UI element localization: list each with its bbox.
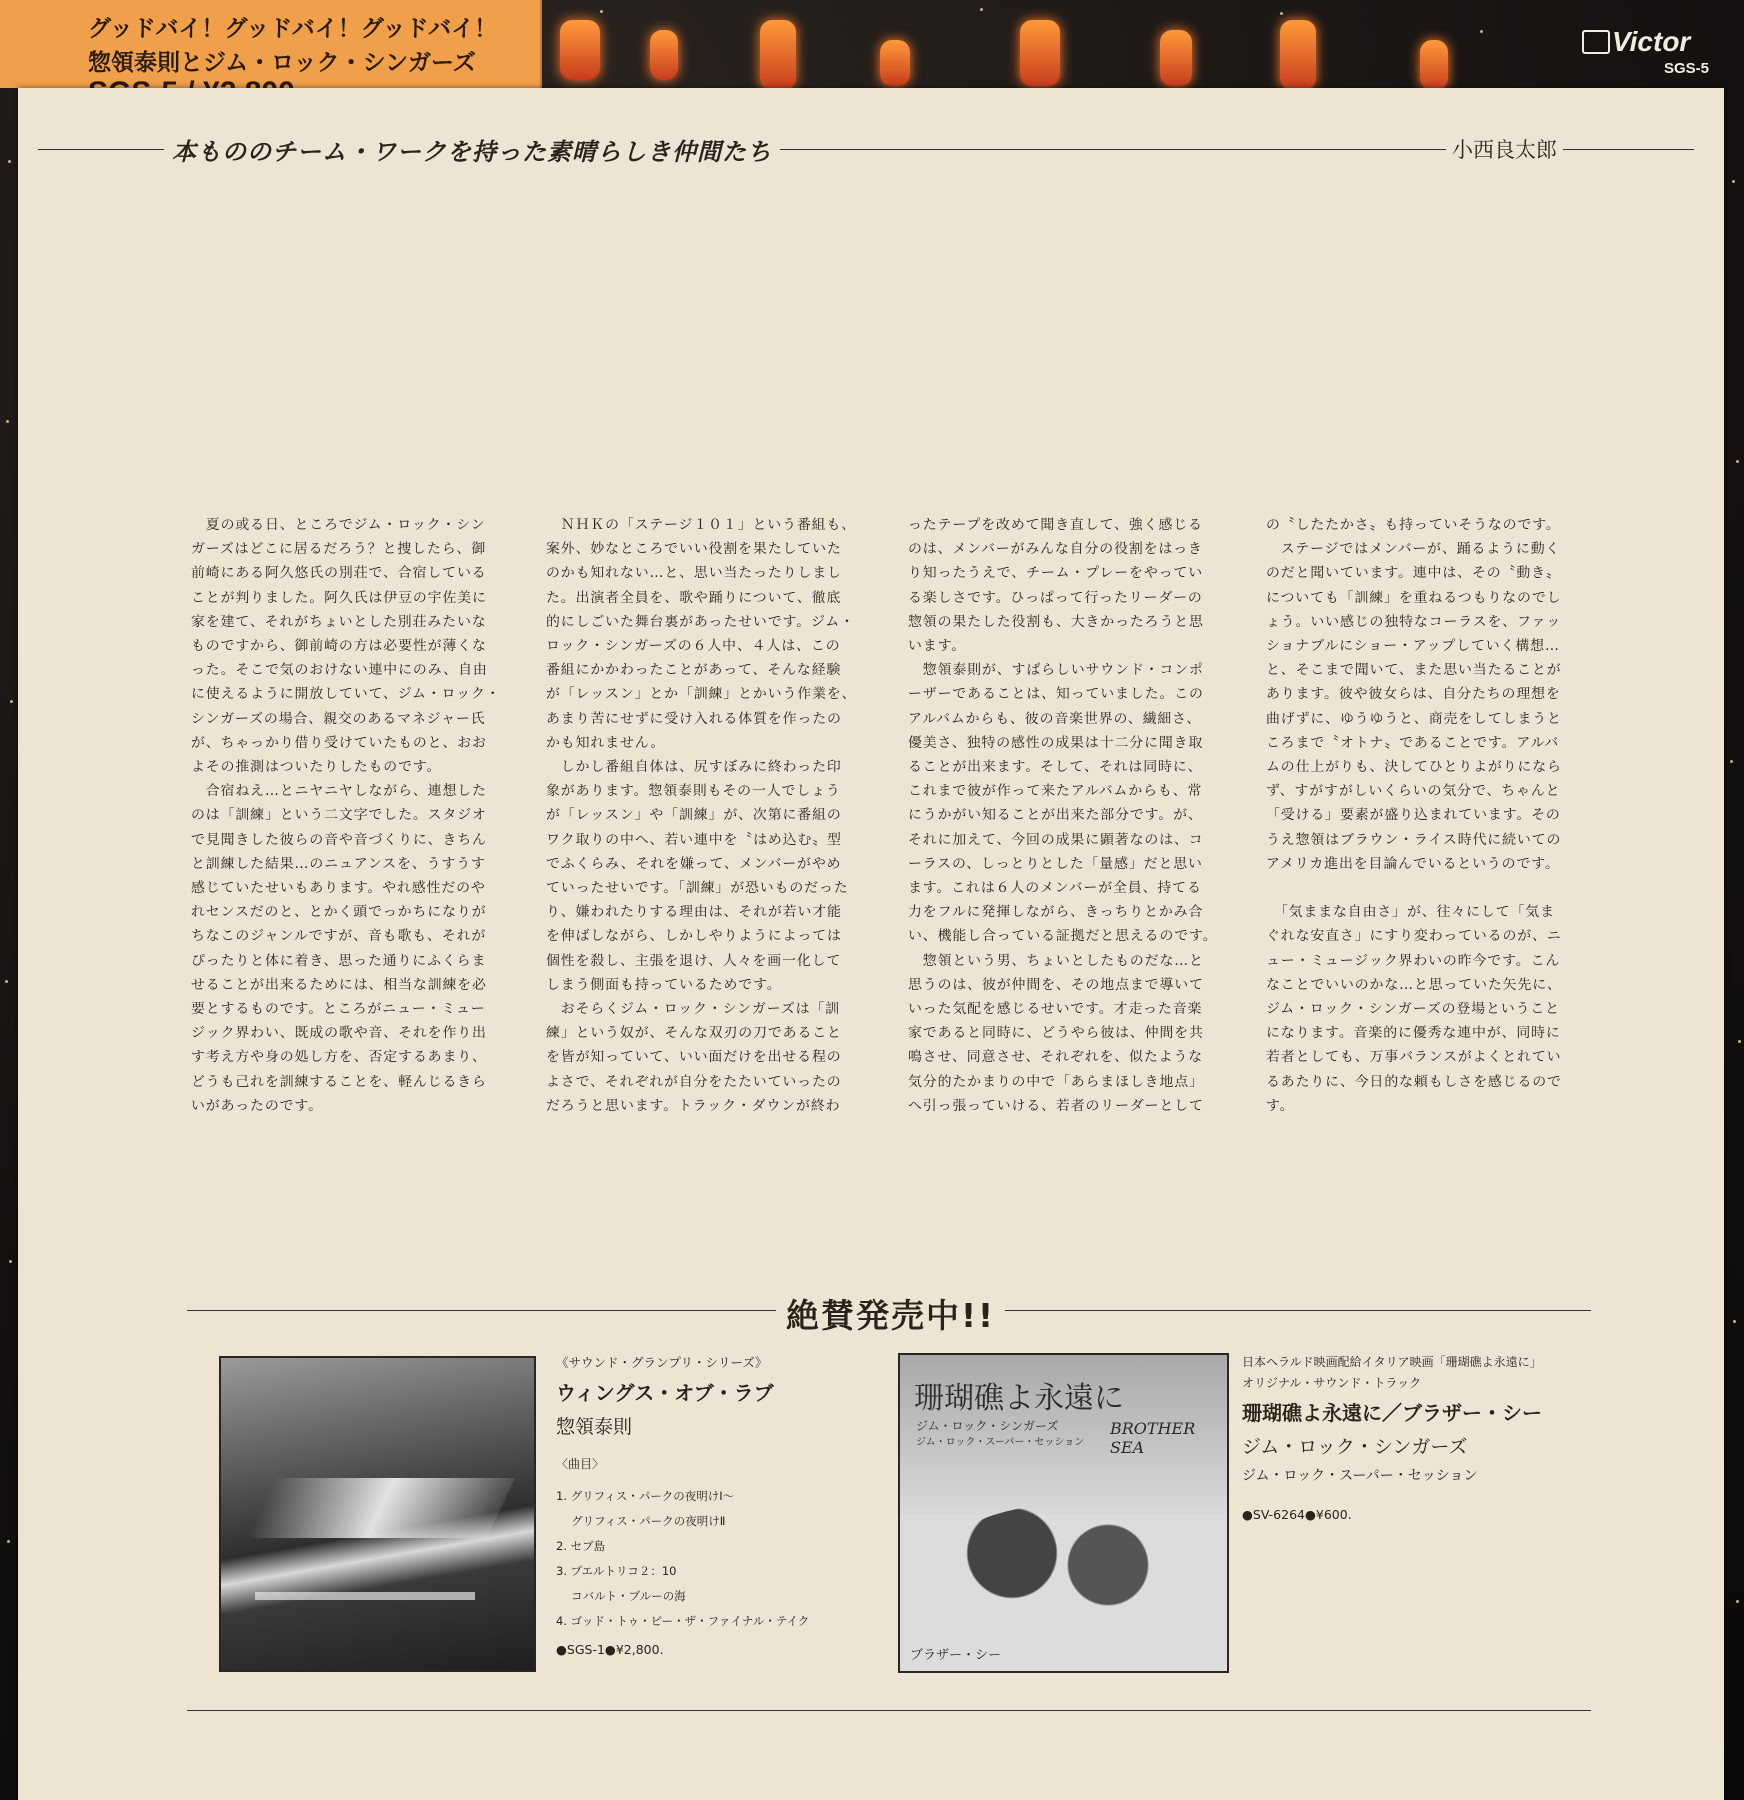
article-line: に使えるように開放していて、ジム・ロック・ bbox=[191, 686, 501, 703]
article-line: 家であると同時に、どうやら彼は、仲間を共 bbox=[908, 1025, 1204, 1042]
article-line: 的にしごいた舞台裏があったせいです。ジム・ bbox=[546, 613, 855, 630]
article-line: アメリカ進出を目論んでいるというのです。 bbox=[1266, 855, 1560, 872]
cover-title: 珊瑚礁よ永遠に bbox=[914, 1381, 1124, 1416]
release-artist2: ジム・ロック・スーパー・セッション bbox=[1242, 1468, 1478, 1484]
article-line: 象があります。惣領泰則もその一人でしょう bbox=[546, 783, 841, 800]
article-line: を皆が知っていて、いい面だけを出せる程の bbox=[546, 1049, 842, 1066]
star bbox=[1738, 1040, 1741, 1043]
article-line: ぐれな安直さ」にすり変わっているのが、ニ bbox=[1266, 928, 1562, 945]
article-line: ます。これは６人のメンバーが全員、持てる bbox=[908, 880, 1202, 897]
track-item: 3. プエルトリコ２：10 bbox=[556, 1564, 677, 1578]
article-column-3 bbox=[908, 513, 1228, 1118]
article-line: す。 bbox=[1266, 1097, 1295, 1114]
release-series: 《サウンド・グランプリ・シリーズ》 bbox=[556, 1355, 768, 1370]
release-brother-sea bbox=[1242, 1353, 1542, 1522]
sale-heading: 絶賛発売中!! bbox=[776, 1290, 1005, 1337]
release-title: 珊瑚礁よ永遠に／ブラザー・シー bbox=[1242, 1401, 1542, 1425]
article-line: ロック・シンガーズの６人中、４人は、この bbox=[546, 638, 841, 655]
star bbox=[1730, 760, 1733, 763]
cover-english-title: BROTHER SEA bbox=[1110, 1419, 1196, 1457]
article-line: ジム・ロック・シンガーズの登場ということ bbox=[1266, 1001, 1560, 1018]
article-line: 家を建て、それがちょいとした別荘みたいな bbox=[191, 613, 487, 630]
article-line: た。出演者全員を、歌や踊りについて、徹底 bbox=[546, 589, 842, 606]
star bbox=[980, 8, 983, 11]
article-line: ぴったりと体に着き、思った通りにふくらま bbox=[191, 952, 487, 969]
article-line: ジック界わい、既成の歌や音、それを作り出 bbox=[191, 1025, 487, 1042]
track-item: グリフィス・パークの夜明けⅡ bbox=[556, 1514, 726, 1528]
star bbox=[1736, 1600, 1739, 1603]
article-line: ムの仕上がりも、決してひとりよがりになら bbox=[1266, 759, 1562, 776]
article-line: シンガーズの場合、親交のあるマネジャー氏 bbox=[191, 710, 486, 727]
article-line: ていったせいです。「訓練」が恐いものだった bbox=[546, 880, 849, 897]
article-line: るあたりに、今日的な頼もしさを感じるので bbox=[1266, 1073, 1562, 1090]
article-line: よその推測はついたりしたものです。 bbox=[191, 759, 442, 776]
article-line: す考え方や身の処し方を、否定するあまり、 bbox=[191, 1049, 487, 1066]
article-line: と、そこまで聞いて、また思い当たることが bbox=[1266, 662, 1562, 679]
article-line: ュー・ミュージック界わいの昨今です。こん bbox=[1266, 952, 1561, 969]
article-line: せることが出来るためには、相当な訓練を必 bbox=[191, 976, 487, 993]
article-line: ず、すがすがしいくらいの気分で、ちゃんと bbox=[1266, 783, 1561, 800]
cover-artist2: ジム・ロック・スーパー・セッション bbox=[916, 1437, 1085, 1448]
track-item: 1. グリフィス・パークの夜明けⅠ～ bbox=[556, 1489, 735, 1503]
release-artist: 惣領泰則 bbox=[556, 1416, 633, 1438]
article-line: 「受ける」要素が盛り込まれています。その bbox=[1266, 807, 1561, 824]
article-column-4 bbox=[1266, 513, 1586, 1118]
article-line: ステージではメンバーが、踊るように動く bbox=[1266, 541, 1561, 558]
article-line: 「気ままな自由さ」が、往々にして「気ま bbox=[1266, 904, 1555, 921]
article-line: どうも己れを訓練することを、軽んじるきら bbox=[191, 1073, 487, 1090]
article-line: ーラスの、しっとりとした「量感」だと思い bbox=[908, 855, 1203, 872]
article-line: が、ちゃっかり借り受けていたものと、おお bbox=[191, 734, 487, 751]
star bbox=[8, 160, 11, 163]
tracks-label: 〈曲目〉 bbox=[556, 1457, 605, 1471]
article-line: になります。音楽的に優秀な連中が、同時に bbox=[1266, 1025, 1561, 1042]
article-line: うえ惣領はブラウン・ライス時代に続いての bbox=[1266, 831, 1562, 848]
article-line: ことが判りました。阿久氏は伊豆の宇佐美に bbox=[191, 589, 487, 606]
article-line: にうかがい知ることが出来た部分です。が、 bbox=[908, 807, 1203, 824]
article-line: り知ったうえで、チーム・プレーをやってい bbox=[908, 565, 1203, 582]
article-line: い、機能し合っている証拠だと思えるのです。 bbox=[908, 928, 1218, 945]
article-line: れセンスだのと、とかく頭でっかちになりが bbox=[191, 904, 487, 921]
release-note: 日本ヘラルド映画配給イタリア映画「珊瑚礁よ永遠に」 bbox=[1242, 1355, 1542, 1369]
article-line: ころまで〝オトナ〟であることです。アルバ bbox=[1266, 734, 1560, 751]
article-line: ワク取りの中へ、若い連中を〝はめ込む〟型 bbox=[546, 831, 842, 848]
star bbox=[1733, 1320, 1736, 1323]
article-line: で見聞きした彼らの音や音づくりに、きちん bbox=[191, 831, 487, 848]
couple-photo bbox=[940, 1505, 1180, 1625]
article-line: 気分的たかまりの中で「あらまほしき地点」 bbox=[908, 1073, 1204, 1090]
article-line: あります。彼や彼女らは、自分たちの理想を bbox=[1266, 686, 1561, 703]
article-line: の〝したたかさ〟も持っていそうなのです。 bbox=[1266, 517, 1561, 533]
nipper-icon bbox=[1582, 30, 1610, 54]
article-line: でふくらみ、それを嫌って、メンバーがやめ bbox=[546, 855, 842, 872]
article-line: なことでいいのかな…と思っていた矢先に、 bbox=[1266, 976, 1562, 993]
article-line: 曲げずに、ゆうゆうと、商売をしてしまうと bbox=[1266, 710, 1562, 727]
article-line: 優美さ、独特の感性の成果は十二分に聞き取 bbox=[908, 734, 1204, 751]
article-line: のは、メンバーがみんな自分の役割をはっき bbox=[908, 541, 1203, 558]
track-item: 4. ゴッド・トゥ・ビー・ザ・ファイナル・テイク bbox=[556, 1614, 810, 1628]
star bbox=[10, 700, 13, 703]
article-line: ょう。いい感じの独特なコーラスを、ファッ bbox=[1266, 613, 1562, 630]
bottom-rule bbox=[187, 1710, 1591, 1711]
obi-strip bbox=[0, 0, 542, 88]
article-title: 本もののチーム・ワークを持った素晴らしき仲間たち bbox=[164, 132, 780, 167]
article-line: 案外、妙なところでいい役割を果たしていた bbox=[546, 541, 842, 558]
article-column-2 bbox=[546, 513, 866, 1118]
article-line: が「レッスン」や「訓練」が、次第に番組の bbox=[546, 807, 842, 824]
article-line: だろうと思います。トラック・ダウンが終わ bbox=[546, 1097, 841, 1114]
article-line: おそらくジム・ロック・シンガーズは「訓 bbox=[546, 1001, 840, 1018]
article-author: 小西良太郎 bbox=[1446, 134, 1563, 164]
article-line: 個性を殺し、主張を退け、人々を画一化して bbox=[546, 952, 842, 969]
article-line: います。 bbox=[908, 638, 967, 655]
article-line: 力をフルに発揮しながら、きっちりとかみ合 bbox=[908, 904, 1204, 921]
star bbox=[6, 420, 9, 423]
track-list bbox=[556, 1484, 809, 1634]
release-title: ウィングス・オブ・ラブ bbox=[556, 1381, 774, 1405]
logo-catalog: SGS-5 bbox=[1664, 60, 1710, 77]
article-line: それに加えて、今回の成果に顕著なのは、コ bbox=[908, 831, 1204, 848]
star bbox=[1280, 12, 1283, 15]
star bbox=[5, 980, 8, 983]
article-line: ショナブルにショー・アップしていく構想… bbox=[1266, 638, 1560, 655]
article-column-1 bbox=[191, 513, 511, 1118]
article-line: 要とするものです。ところがニュー・ミュー bbox=[191, 1001, 486, 1018]
article-line: 練」という奴が、そんな双刃の刀であること bbox=[546, 1025, 842, 1042]
article-line: 合宿ねえ…とニヤニヤしながら、連想した bbox=[191, 783, 487, 800]
release-wings-of-love bbox=[556, 1353, 809, 1657]
article-line: 夏の或る日、ところでジム・ロック・シン bbox=[191, 517, 486, 533]
article-line: ガーズはどこに居るだろう？と捜したら、御 bbox=[191, 541, 487, 558]
article-line: 若者としても、万事バランスがよくとれてい bbox=[1266, 1049, 1562, 1066]
victor-logo bbox=[1582, 26, 1732, 86]
article-line: へ引っ張っていける、若者のリーダーとして bbox=[908, 1097, 1204, 1114]
article-line: り、嫌われたりする理由は、それが若い才能 bbox=[546, 904, 842, 921]
article-line: についても「訓練」を重ねるつもりなのでし bbox=[1266, 589, 1562, 606]
star bbox=[600, 10, 603, 13]
release-catalog: ●SGS-1●¥2,800. bbox=[556, 1642, 664, 1657]
article-line: あまり苦にせずに受け入れる体質を作ったの bbox=[546, 710, 842, 727]
article-line: のだと聞いています。連中は、その〝動き〟 bbox=[1266, 565, 1561, 582]
cover-artist: ジム・ロック・シンガーズ bbox=[916, 1419, 1059, 1433]
article-line: ーザーであることは、知っていました。この bbox=[908, 686, 1204, 703]
article-line: 感じていたせいもあります。やれ感性だのや bbox=[191, 880, 486, 897]
star bbox=[9, 1260, 12, 1263]
article-line: しまう側面も持っているためです。 bbox=[546, 976, 782, 993]
article-line: よさで、それぞれが自分をたたいていったの bbox=[546, 1073, 842, 1090]
cover-caption: ブラザー・シー bbox=[910, 1648, 1002, 1663]
article-line: 番組にかかわったことがあって、そんな経験 bbox=[546, 662, 842, 679]
release-artist: ジム・ロック・シンガーズ bbox=[1242, 1436, 1468, 1458]
logo-brand: Victor bbox=[1612, 26, 1691, 57]
article-line: これまで彼が作って来たアルバムからも、常 bbox=[908, 783, 1203, 800]
obi-title: グッドバイ！グッドバイ！グッドバイ！ bbox=[88, 15, 498, 41]
article-line: 前崎にある阿久悠氏の別荘で、合宿している bbox=[191, 565, 487, 582]
article-line: いった気配を感じるせいです。才走った音楽 bbox=[908, 1001, 1203, 1018]
article-line: ＮＨＫの「ステージ１０１」という番組も、 bbox=[546, 517, 857, 533]
article-line: のかも知れない…と、思い当たったりしまし bbox=[546, 565, 842, 582]
article-line: を伸ばしながら、しかしやりようによっては bbox=[546, 928, 842, 945]
star bbox=[7, 1540, 10, 1543]
article-line: かも知れません。 bbox=[546, 734, 666, 751]
article-line: アルバムからも、彼の音楽世界の、繊細さ、 bbox=[908, 710, 1202, 727]
track-item: コバルト・ブルーの海 bbox=[556, 1589, 686, 1603]
star bbox=[1736, 460, 1739, 463]
article-line: ったテープを改めて聞き直して、強く感じる bbox=[908, 517, 1203, 533]
article-line: ることが出来ます。そして、それは同時に、 bbox=[908, 759, 1203, 776]
article-line: いがあったのです。 bbox=[191, 1097, 323, 1114]
star bbox=[1732, 180, 1735, 183]
article-line: 惣領の果たした役割も、大きかったろうと思 bbox=[908, 613, 1204, 630]
article-line: と訓練した結果…のニュアンスを、うすうす bbox=[191, 855, 486, 872]
article-line: 惣領泰則が、すばらしいサウンド・コンポ bbox=[908, 662, 1204, 679]
article-line: 惣領という男、ちょいとしたものだな…と bbox=[908, 952, 1204, 969]
article-line: しかし番組自体は、尻すぼみに終わった印 bbox=[546, 759, 842, 776]
article-line: 思うのは、彼が仲間を、その地点まで導いて bbox=[908, 976, 1204, 993]
release-catalog: ●SV-6264●¥600. bbox=[1242, 1507, 1352, 1522]
wings-of-love-cover bbox=[219, 1356, 536, 1672]
brother-sea-cover bbox=[898, 1353, 1229, 1673]
article-line: った。そこで気のおけない連中にのみ、自由 bbox=[191, 662, 488, 679]
article-line: 鳴させ、同意させ、それぞれを、似たような bbox=[908, 1049, 1203, 1066]
article-line: る楽しさです。ひっぱって行ったリーダーの bbox=[908, 589, 1203, 606]
obi-artist: 惣領泰則とジム・ロック・シンガーズ bbox=[88, 49, 476, 75]
article-line: が「レッスン」とか「訓練」とかいう作業を、 bbox=[546, 686, 857, 703]
article-line: のは「訓練」という二文字でした。スタジオ bbox=[191, 807, 487, 824]
article-line: ちなこのジャンルですが、音も歌も、それが bbox=[191, 928, 487, 945]
release-note2: オリジナル・サウンド・トラック bbox=[1242, 1376, 1422, 1390]
article-line: ものですから、御前崎の方は必要性が薄くな bbox=[191, 638, 487, 655]
article-line bbox=[1266, 876, 1586, 900]
track-item: 2. セブ島 bbox=[556, 1539, 606, 1553]
